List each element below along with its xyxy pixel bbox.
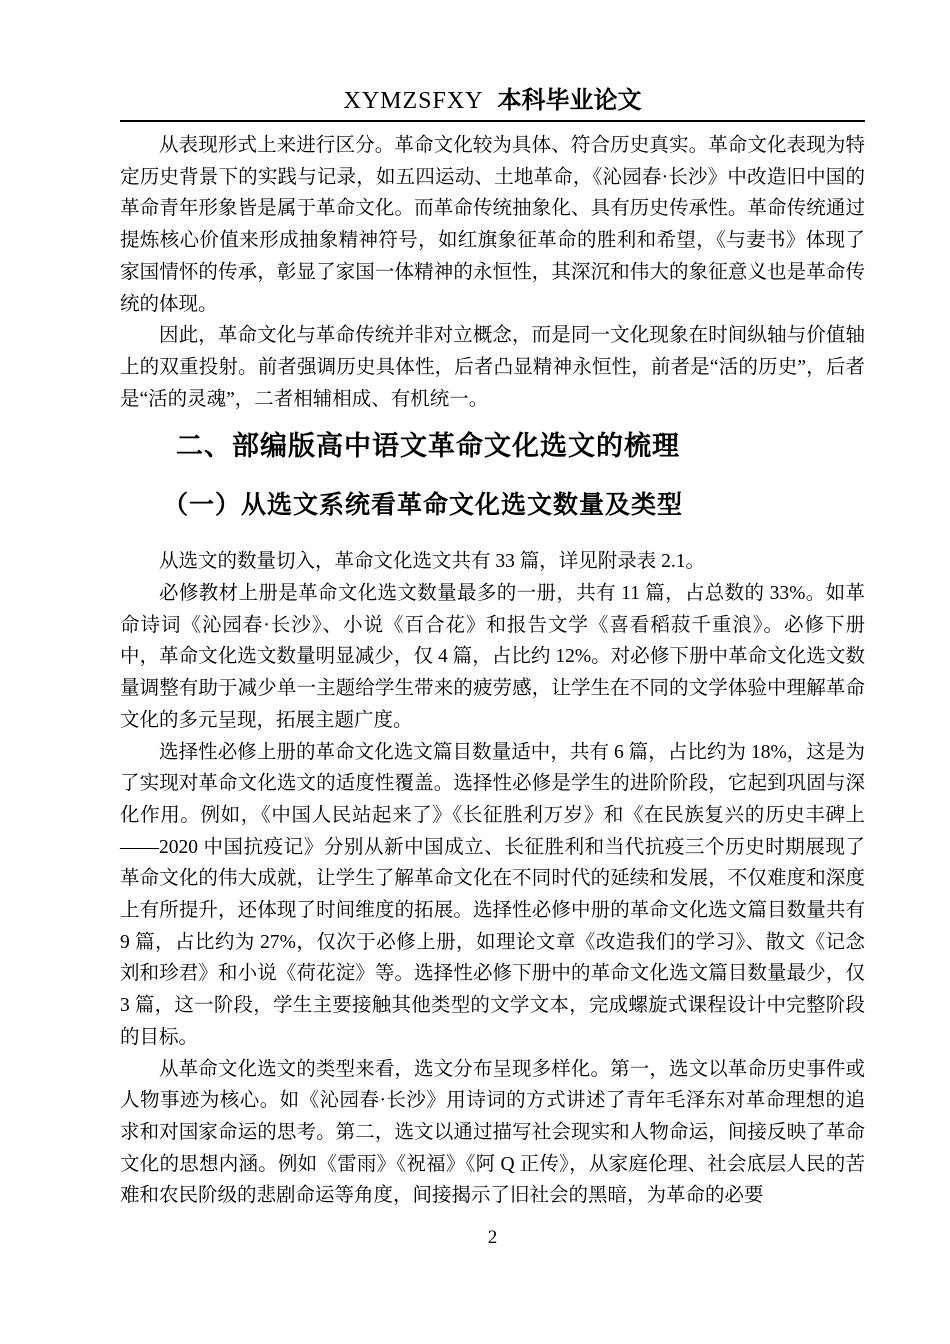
paragraph-revolutionary-culture-forms: 从表现形式上来进行区分。革命文化较为具体、符合历史真实。革命文化表现为特定历史背景下的实践与记录，如五四运动、土地革命，《沁园春·长沙》中改造旧中国的革命青年形象皆是属于革命文化。而革命传统抽象化、具有历史传承性。革命传统通过提炼核心价值来形成抽象精神符号，如红旗象征革命的胜利和希望，《与妻书》体现了家国情怀的传承，彰显了家国一体精神的永恒性，其深沉和伟大的象征意义也是革命传统的体现。	[120, 135, 865, 315]
header-title-latin: XYMZSFXY	[343, 88, 484, 114]
paragraph-selection-count: 从选文的数量切入，革命文化选文共有 33 篇，详见附录表 2.1。	[159, 551, 706, 573]
paragraph-selection-types: 从革命文化选文的类型来看，选文分布呈现多样化。第一，选文以革命历史事件或人物事迹为核心。如《沁园春·长沙》用诗词的方式讲述了青年毛泽东对革命理想的追求和对国家命运的思考。第二，选文以通过描写社会现实和人物命运，间接反映了革命文化的思想内涵。例如《雷雨》《祝福》《阿 Q 正传》，从家庭伦理、社会底层人民的苦难和农民阶级的悲剧命运等角度，间接揭示了旧社会的黑暗，为革命的必要	[120, 1058, 865, 1207]
document-body	[120, 130, 865, 1212]
paragraph-selective-compulsory-volumes: 选择性必修上册的革命文化选文篇目数量适中，共有 6 篇，占比约为 18%，这是为了实现对革命文化选文的适度性覆盖。选择性必修是学生的进阶阶段，它起到巩固与深化作用。例如，《中国人民站起来了》《长征胜利万岁》和《在民族复兴的历史丰碑上——2020 中国抗疫记》分别从新中国成立、长征胜利和当代抗疫三个历史时期展现了革命文化的伟大成就，让学生了解革命文化在不同时代的延续和发展，不仅难度和深度上有所提升，还体现了时间维度的拓展。选择性必修中册的革命文化选文篇目数量共有 9 篇，占比约为 27%，仅次于必修上册，如理论文章《改造我们的学习》、散文《记念刘和珍君》和小说《荷花淀》等。选择性必修下册中的革命文化选文篇目数量最少，仅 3 篇，这一阶段，学生主要接触其他类型的文学文本，完成螺旋式课程设计中完整阶段的目标。	[120, 741, 865, 1048]
paragraph-compulsory-volumes: 必修教材上册是革命文化选文数量最多的一册，共有 11 篇，占总数的 33%。如革命诗词《沁园春·长沙》、小说《百合花》和报告文学《喜看稻菽千重浪》。必修下册中，革命文化选文数量明显减少，仅 4 篇，占比约 12%。对必修下册中革命文化选文数量调整有助于减少单一主题给学生带来的疲劳感，让学生在不同的文学体验中理解革命文化的多元呈现，拓展主题广度。	[120, 583, 865, 731]
paragraph-culture-vs-tradition: 因此，革命文化与革命传统并非对立概念，而是同一文化现象在时间纵轴与价值轴上的双重投射。前者强调历史具体性，后者凸显精神永恒性，前者是“活的历史”，后者是“活的灵魂”，二者相辅相成、有机统一。	[120, 325, 865, 410]
page-number: 2	[487, 1227, 498, 1248]
page-header	[120, 88, 865, 122]
subsection-heading-2-1: （一）从选文系统看革命文化选文数量及类型	[163, 491, 684, 520]
page-footer	[120, 1226, 865, 1250]
header-title-chinese: 本科毕业论文	[497, 88, 642, 114]
section-heading-2: 二、部编版高中语文革命文化选文的梳理	[176, 431, 680, 462]
